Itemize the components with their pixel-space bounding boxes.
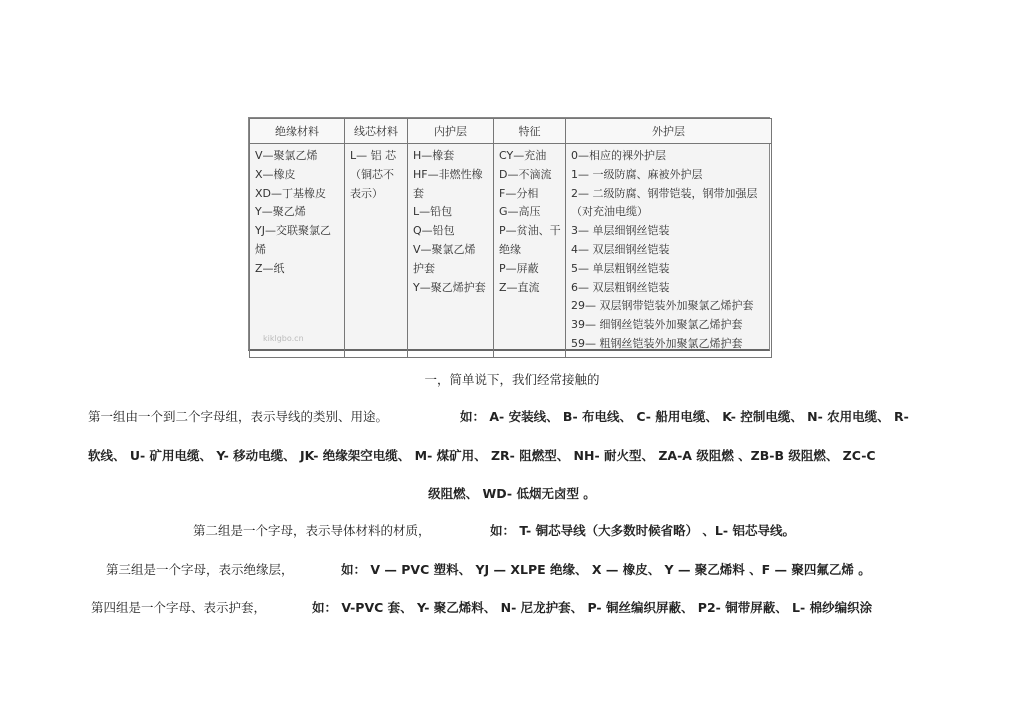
table-row: [250, 144, 772, 358]
para1-examples: 如： A- 安装线、 B- 布电线、 C- 船用电缆、 K- 控制电缆、 N- 农用电缆、 R-: [460, 409, 909, 424]
cell-core: [345, 144, 408, 358]
cell-line: L— 铝 芯: [350, 149, 397, 162]
cell-line: 护套: [413, 261, 435, 275]
cell-line: 39— 细钢丝铠装外加聚氯乙烯护套: [571, 318, 743, 332]
para3-examples: 如： V — PVC 塑料、 YJ — XLPE 绝缘、 X — 橡皮、 Y — 聚乙烯料 、F — 聚四氟乙烯 。: [341, 562, 871, 577]
cell-line: 3— 单层细钢丝铠装: [571, 224, 670, 238]
para2-intro: 第二组是一个字母，表示导体材料的材质，: [193, 523, 431, 538]
cell-line: P—屏蔽: [499, 261, 539, 275]
cell-line: Y—聚乙烯护套: [413, 280, 486, 294]
cell-line: XD—丁基橡皮: [255, 186, 327, 200]
para4-examples: 如： V-PVC 套、 Y- 聚乙烯料、 N- 尼龙护套、 P- 铜丝编织屏蔽、 P2- 铜带屏蔽、 L- 棉纱编织涂: [312, 600, 873, 615]
cell-line: X—橡皮: [255, 167, 296, 181]
cell-line: Y—聚乙烯: [255, 205, 306, 219]
para4-intro: 第四组是一个字母、表示护套，: [91, 600, 267, 615]
cell-line: Z—纸: [255, 261, 285, 275]
cell-line: Z—直流: [499, 280, 540, 294]
cell-line: （铜芯不: [350, 167, 394, 181]
para3-intro: 第三组是一个字母，表示绝缘层，: [106, 562, 294, 577]
para1-line2: 软线、 U- 矿用电缆、 Y- 移动电缆、 JK- 绝缘架空电缆、 M- 煤矿用、 ZR- 阻燃型、 NH- 耐火型、 ZA-A 级阻燃 、ZB-B 级阻燃、 ZC-C: [88, 448, 876, 463]
header-inner-sheath: 内护层: [408, 119, 494, 144]
cell-line: P—贫油、干: [499, 224, 561, 238]
cell-line: F—分相: [499, 186, 539, 200]
cell-line: 绝缘: [499, 242, 521, 256]
cell-line: YJ—交联聚氯乙: [255, 224, 331, 238]
cell-line: 59— 粗钢丝铠装外加聚氯乙烯护套: [571, 336, 743, 350]
cell-line: 1— 一级防腐、麻被外护层: [571, 167, 703, 181]
cell-line: Q—铅包: [413, 224, 455, 238]
cell-line: （对充油电缆）: [571, 205, 648, 219]
cell-line: 表示）: [350, 186, 383, 200]
cell-line: 6— 双层粗钢丝铠装: [571, 280, 670, 294]
cell-line: CY—充油: [499, 149, 547, 162]
cell-line: V—聚氯乙烯: [255, 149, 318, 162]
cell-feature: [494, 144, 566, 358]
cell-inner-sheath: [408, 144, 494, 358]
header-core: 线芯材料: [345, 119, 408, 144]
cell-line: H—橡套: [413, 149, 455, 162]
header-feature: 特征: [494, 119, 566, 144]
section-heading: 一，简单说下，我们经常接触的: [424, 372, 600, 387]
cell-line: 0—相应的裸外护层: [571, 149, 666, 162]
cell-line: G—高压: [499, 205, 541, 219]
cell-line: 烯: [255, 242, 266, 256]
cell-outer-sheath: [566, 144, 772, 358]
header-insulation: 绝缘材料: [250, 119, 345, 144]
cell-line: L—铅包: [413, 205, 453, 219]
cell-line: 4— 双层细钢丝铠装: [571, 242, 670, 256]
cable-code-table-image: [248, 117, 770, 351]
cell-line: 29— 双层钢带铠装外加聚氯乙烯护套: [571, 299, 754, 313]
para1-line3: 级阻燃、 WD- 低烟无卤型 。: [428, 486, 596, 501]
image-watermark: kiklgbo.cn: [263, 334, 304, 343]
table-header-row: [250, 119, 772, 144]
para1-intro: 第一组由一个到二个字母组，表示导线的类别、用途。: [88, 409, 389, 424]
cell-line: 2— 二级防腐、钢带铠装，钢带加强层: [571, 186, 758, 200]
cell-line: D—不滴流: [499, 167, 552, 181]
cell-line: HF—非燃性橡: [413, 167, 483, 181]
cell-line: 5— 单层粗钢丝铠装: [571, 261, 670, 275]
cable-code-table: [249, 118, 772, 358]
cell-line: V—聚氯乙烯: [413, 242, 476, 256]
header-outer-sheath: 外护层: [566, 119, 772, 144]
para2-examples: 如： T- 铜芯导线（大多数时候省略） 、L- 铝芯导线。: [490, 523, 795, 538]
cell-line: 套: [413, 186, 424, 200]
cell-insulation: [250, 144, 345, 358]
